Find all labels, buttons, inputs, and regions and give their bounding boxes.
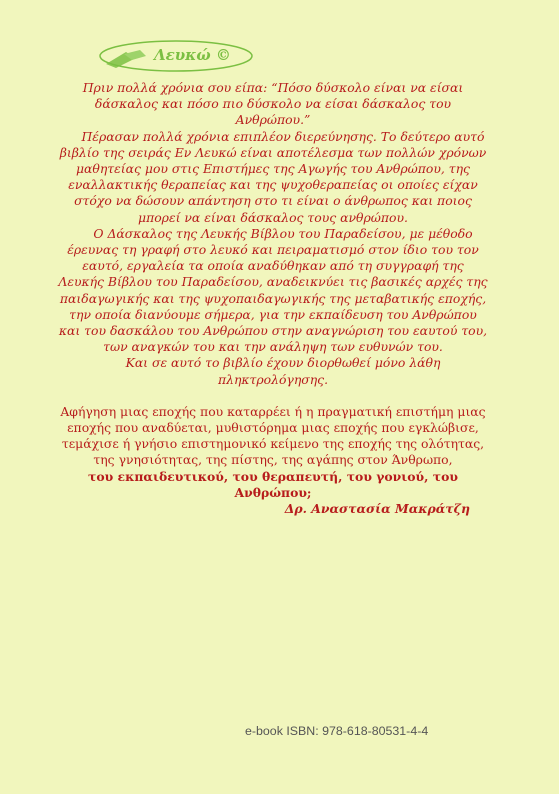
isbn-label: e-book ISBN: 978-618-80531-4-4 — [245, 724, 429, 738]
intro-paragraph-3: Και σε αυτό το βιβλίο έχουν διορθωθεί μόνο λάθη πληκτρολόγησης. — [125, 355, 441, 387]
logo-text: Λευκώ © — [154, 46, 231, 64]
author-signature: Δρ. Αναστασία Μακράτζη — [284, 501, 470, 517]
closing-bold-line: του εκπαιδευτικού, του θεραπευτή, του γονιού, του Ανθρώπου; — [88, 468, 458, 500]
back-cover-text — [58, 80, 488, 517]
publisher-logo — [96, 38, 256, 78]
intro-quote: Πριν πολλά χρόνια σου είπα: “Πόσο δύσκολο είναι να είσαι δάσκαλος και πόσο πιο δύσκολο να είσαι δάσκαλος του Ανθρώπου.” — [82, 80, 464, 128]
intro-paragraph-2: Ο Δάσκαλος της Λευκής Βίβλου του Παραδείσου, με μέθοδο έρευνας τη γραφή στο λευκό και πειραματισμό στον ίδιο του τον εαυτό, εργαλεία τα οποία αναδύθηκαν από τη συγγραφή της Λευκής Βίβλου του Παραδείσου, αναδεικνύει τις βασικές αρχές της παιδαγωγικής και της ψυχοπαιδαγωγικής της μεταβατικής εποχής, την οποία διανύουμε σήμερα, για την εκπαίδευση του Ανθρώπου και του δασκάλου του Ανθρώπου στην αναγνώριση του εαυτού του, των αναγκών του και την ανάληψη των ευθυνών του. — [58, 225, 488, 355]
intro-paragraph-1: Πέρασαν πολλά χρόνια επιπλέον διερεύνησης. Το δεύτερο αυτό βιβλίο της σειράς Εν Λευκώ είναι αποτέλεσμα των πολλών χρόνων μαθητείας μου στις Επιστήμες της Αγωγής του Ανθρώπου, της εναλλακτικής θεραπείας και της ψυχοθεραπείας οι οποίες είχαν στόχο να δώσουν απάντηση στο τι είναι ο άνθρωπος και ποιος μπορεί να είναι δάσκαλος τους ανθρώπου. — [59, 128, 487, 225]
closing-paragraph: Αφήγηση μιας εποχής που καταρρέει ή η πραγματική επιστήμη μιας εποχής που αναδύεται, μυθιστόρημα μιας εποχής που εγκλώβισε, τεμάχισε ή γνήσιο επιστημονικό κείμενο της εποχής της ολότητας, της γνησιότητας, της πίστης, της αγάπης στον Άνθρωπο, — [60, 403, 486, 468]
spacer — [58, 388, 488, 404]
